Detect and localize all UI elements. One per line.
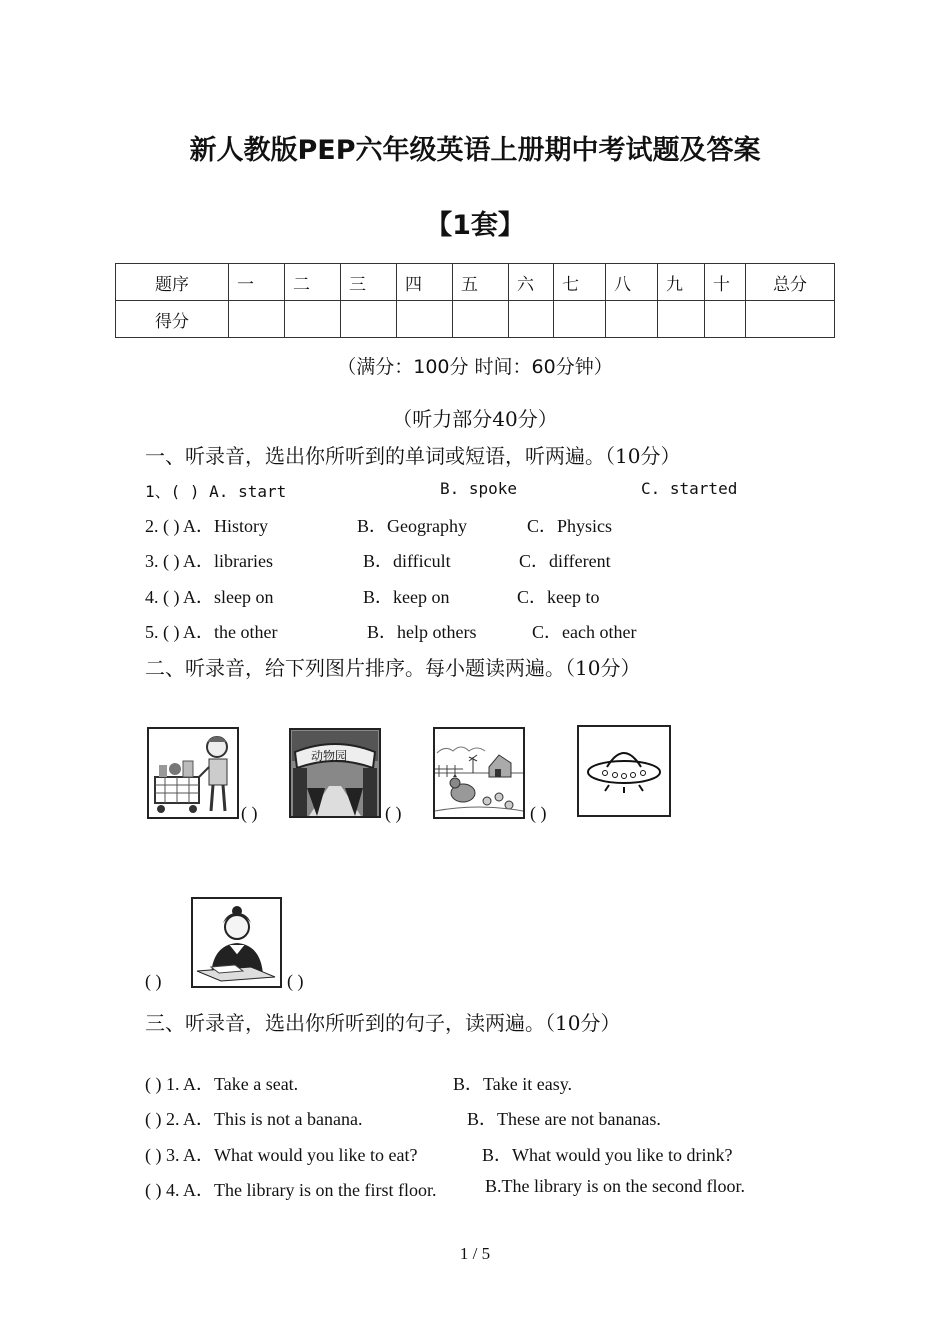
score-cell[interactable] [746, 301, 835, 338]
option-a: 1、( ) A. start [145, 482, 287, 501]
score-cell[interactable] [229, 301, 285, 338]
score-header-cell: 十 [705, 264, 746, 301]
score-header-cell: 八 [606, 264, 658, 301]
sentence-option-b: B.The library is on the second floor. [485, 1176, 745, 1196]
section2-heading: 二、听录音，给下列图片排序。每小题读两遍。（10分） [145, 656, 641, 680]
listening-part-label: （听力部分40分） [392, 407, 558, 431]
score-header-cell: 总分 [746, 264, 835, 301]
score-header-cell: 三 [341, 264, 397, 301]
option-b: B．difficult [363, 551, 451, 571]
ufo-picture [577, 725, 671, 817]
exam-meta: （满分：100分 时间：60分钟） [337, 356, 613, 378]
section3-heading: 三、听录音，选出你所听到的句子，读两遍。（10分） [145, 1011, 621, 1035]
farm-picture [433, 727, 525, 819]
option-a: 5. ( ) A．the other [145, 622, 278, 642]
option-b: B．keep on [363, 587, 450, 607]
score-header-cell: 六 [509, 264, 554, 301]
score-table-score-row [116, 301, 835, 338]
answer-paren[interactable]: ( ) [145, 971, 162, 991]
score-header-cell: 二 [285, 264, 341, 301]
option-b: B．Geography [357, 516, 467, 536]
score-header-cell: 题序 [116, 264, 229, 301]
score-cell[interactable] [285, 301, 341, 338]
option-c: C．keep to [517, 587, 600, 607]
option-b: B．help others [367, 622, 477, 642]
page-number: 1 / 5 [459, 1244, 491, 1263]
option-b: B. spoke [440, 479, 518, 498]
option-a: 3. ( ) A．libraries [145, 551, 273, 571]
option-c: C．different [519, 551, 611, 571]
score-cell[interactable] [658, 301, 705, 338]
document-title-line1: 新人教版PEP六年级英语上册期中考试题及答案 [189, 135, 761, 166]
score-row-label: 得分 [116, 301, 229, 338]
woman-reading-picture [191, 897, 282, 988]
option-c: C. started [641, 479, 738, 498]
answer-paren[interactable]: ( ) [287, 971, 304, 991]
shopping-cart-picture [147, 727, 239, 819]
score-header-cell: 四 [397, 264, 453, 301]
score-table-header-row [116, 264, 835, 301]
sentence-option-a: ( ) 1. A．Take a seat. [145, 1074, 299, 1094]
sentence-option-b: B．Take it easy. [453, 1074, 573, 1094]
score-cell[interactable] [606, 301, 658, 338]
sentence-option-b: B．What would you like to drink? [482, 1145, 733, 1165]
zoo-sign-text: 动物园 [311, 749, 348, 763]
score-cell[interactable] [509, 301, 554, 338]
score-header-cell: 五 [453, 264, 509, 301]
sentence-option-a: ( ) 2. A．This is not a banana. [145, 1109, 363, 1129]
sentence-option-a: ( ) 4. A．The library is on the first floor. [145, 1180, 437, 1200]
answer-paren[interactable]: ( ) [385, 803, 402, 823]
score-table [115, 263, 835, 338]
score-cell[interactable] [554, 301, 606, 338]
answer-paren[interactable]: ( ) [530, 803, 547, 823]
score-cell[interactable] [453, 301, 509, 338]
document-title-line2: 【1套】 [425, 210, 525, 241]
score-cell[interactable] [341, 301, 397, 338]
score-cell[interactable] [705, 301, 746, 338]
section1-heading: 一、听录音，选出你所听到的单词或短语，听两遍。（10分） [145, 444, 681, 468]
zoo-gate-picture [289, 728, 381, 818]
score-header-cell: 九 [658, 264, 705, 301]
option-a: 2. ( ) A．History [145, 516, 268, 536]
score-cell[interactable] [397, 301, 453, 338]
score-header-cell: 一 [229, 264, 285, 301]
sentence-option-a: ( ) 3. A．What would you like to eat? [145, 1145, 418, 1165]
option-c: C．Physics [527, 516, 613, 536]
sentence-option-b: B．These are not bananas. [467, 1109, 661, 1129]
option-a: 4. ( ) A．sleep on [145, 587, 274, 607]
score-header-cell: 七 [554, 264, 606, 301]
answer-paren[interactable]: ( ) [241, 803, 258, 823]
option-c: C．each other [532, 622, 637, 642]
